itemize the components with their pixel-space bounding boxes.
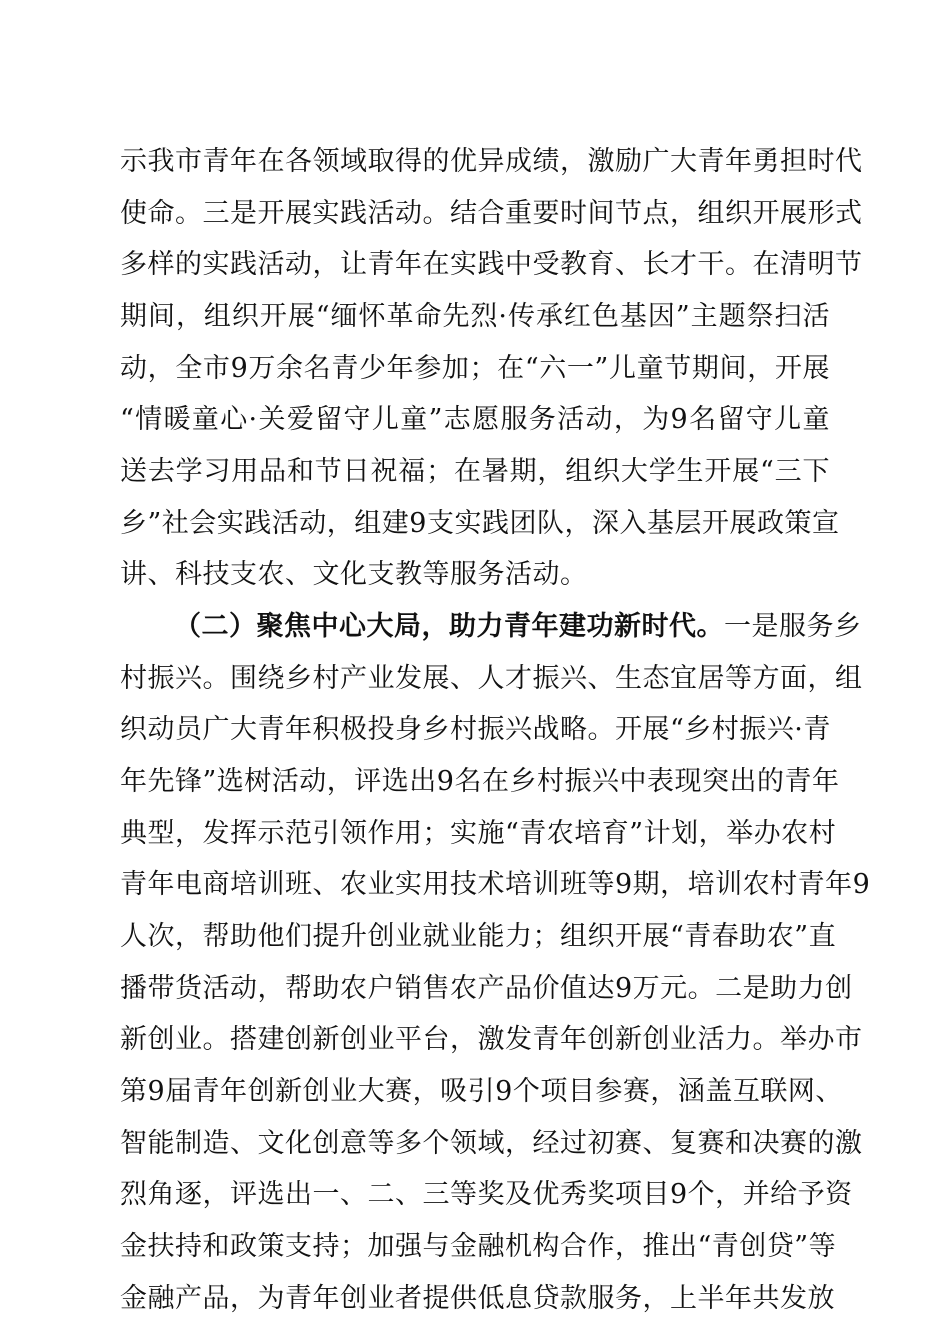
paragraph-line: 第9届青年创新创业大赛，吸引9个项目参赛，涵盖互联网、 [120, 1076, 843, 1107]
paragraph-line: 智能制造、文化创意等多个领域，经过初赛、复赛和决赛的激 [120, 1128, 863, 1159]
paragraph-line: 使命。三是开展实践活动。结合重要时间节点，组织开展形式 [120, 198, 863, 229]
paragraph-line: 金融产品，为青年创业者提供低息贷款服务，上半年共发放 [120, 1283, 835, 1314]
paragraph-line: 典型，发挥示范引领作用；实施“青农培育”计划，举办农村 [120, 818, 837, 849]
paragraph-line: 青年电商培训班、农业实用技术培训班等9期，培训农村青年9 [120, 869, 871, 900]
paragraph-line: 播带货活动，帮助农户销售农产品价值达9万元。二是助力创 [120, 973, 853, 1004]
paragraph-line: 织动员广大青年积极投身乡村振兴战略。开展“乡村振兴·青 [120, 714, 831, 745]
paragraph-line: 动，全市9万余名青少年参加；在“六一”儿童节期间，开展 [120, 353, 830, 384]
paragraph-line: 乡”社会实践活动，组建9支实践团队，深入基层开展政策宣 [120, 508, 840, 539]
paragraph-line: 年先锋”选树活动，评选出9名在乡村振兴中表现突出的青年 [120, 766, 840, 797]
section-heading-line [174, 607, 862, 647]
paragraph-line: “情暖童心·关爱留守儿童”志愿服务活动，为9名留守儿童 [120, 404, 830, 435]
paragraph-line: 示我市青年在各领域取得的优异成绩，激励广大青年勇担时代 [120, 146, 863, 177]
paragraph-line: 期间，组织开展“缅怀革命先烈·传承红色基因”主题祭扫活 [120, 301, 830, 332]
section-heading: （二）聚焦中心大局，助力青年建功新时代。 [174, 611, 724, 642]
paragraph-line: 讲、科技支农、文化支教等服务活动。 [120, 559, 588, 590]
paragraph-line: 金扶持和政策支持；加强与金融机构合作，推出“青创贷”等 [120, 1231, 837, 1262]
paragraph-text: 一是服务乡 [724, 611, 862, 642]
paragraph-line: 村振兴。围绕乡村产业发展、人才振兴、生态宜居等方面，组 [120, 663, 863, 694]
paragraph-line: 烈角逐，评选出一、二、三等奖及优秀奖项目9个，并给予资 [120, 1179, 853, 1210]
paragraph-line: 多样的实践活动，让青年在实践中受教育、长才干。在清明节 [120, 249, 863, 280]
paragraph-line: 新创业。搭建创新创业平台，激发青年创新创业活力。举办市 [120, 1024, 863, 1055]
paragraph-line: 送去学习用品和节日祝福；在暑期，组织大学生开展“三下 [120, 456, 830, 487]
paragraph-line: 人次，帮助他们提升创业就业能力；组织开展“青春助农”直 [120, 921, 837, 952]
